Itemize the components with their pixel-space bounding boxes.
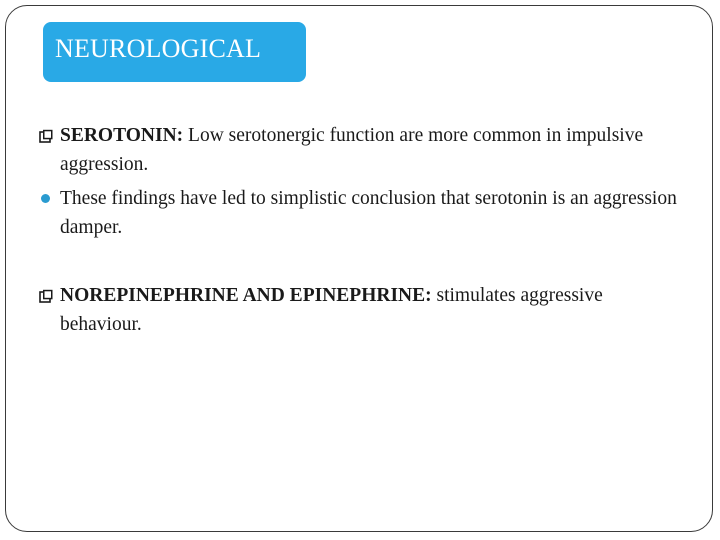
bullet-text: These findings have led to simplistic conclusion that serotonin is an aggression damper.: [60, 188, 677, 238]
bullet-heading: SEROTONIN:: [60, 125, 184, 146]
bullet-text: stimulates aggressive behaviour.: [60, 285, 603, 335]
slide-content: [39, 121, 679, 339]
bullet-item-serotonin: [39, 121, 679, 179]
bullet-item-findings: [39, 184, 679, 242]
slide-frame: [5, 5, 713, 532]
bullet-text: Low serotonergic function are more common in impulsive aggression.: [60, 125, 644, 175]
bullet-item-norepinephrine: [39, 281, 679, 339]
dot-bullet-icon: [41, 194, 50, 203]
slide-title: NEUROLOGICAL: [55, 34, 262, 63]
bullet-heading: NOREPINEPHRINE AND EPINEPHRINE:: [60, 285, 432, 306]
checkbox-bullet-icon: [39, 129, 53, 143]
title-banner: [43, 22, 306, 82]
checkbox-bullet-icon: [39, 289, 53, 303]
